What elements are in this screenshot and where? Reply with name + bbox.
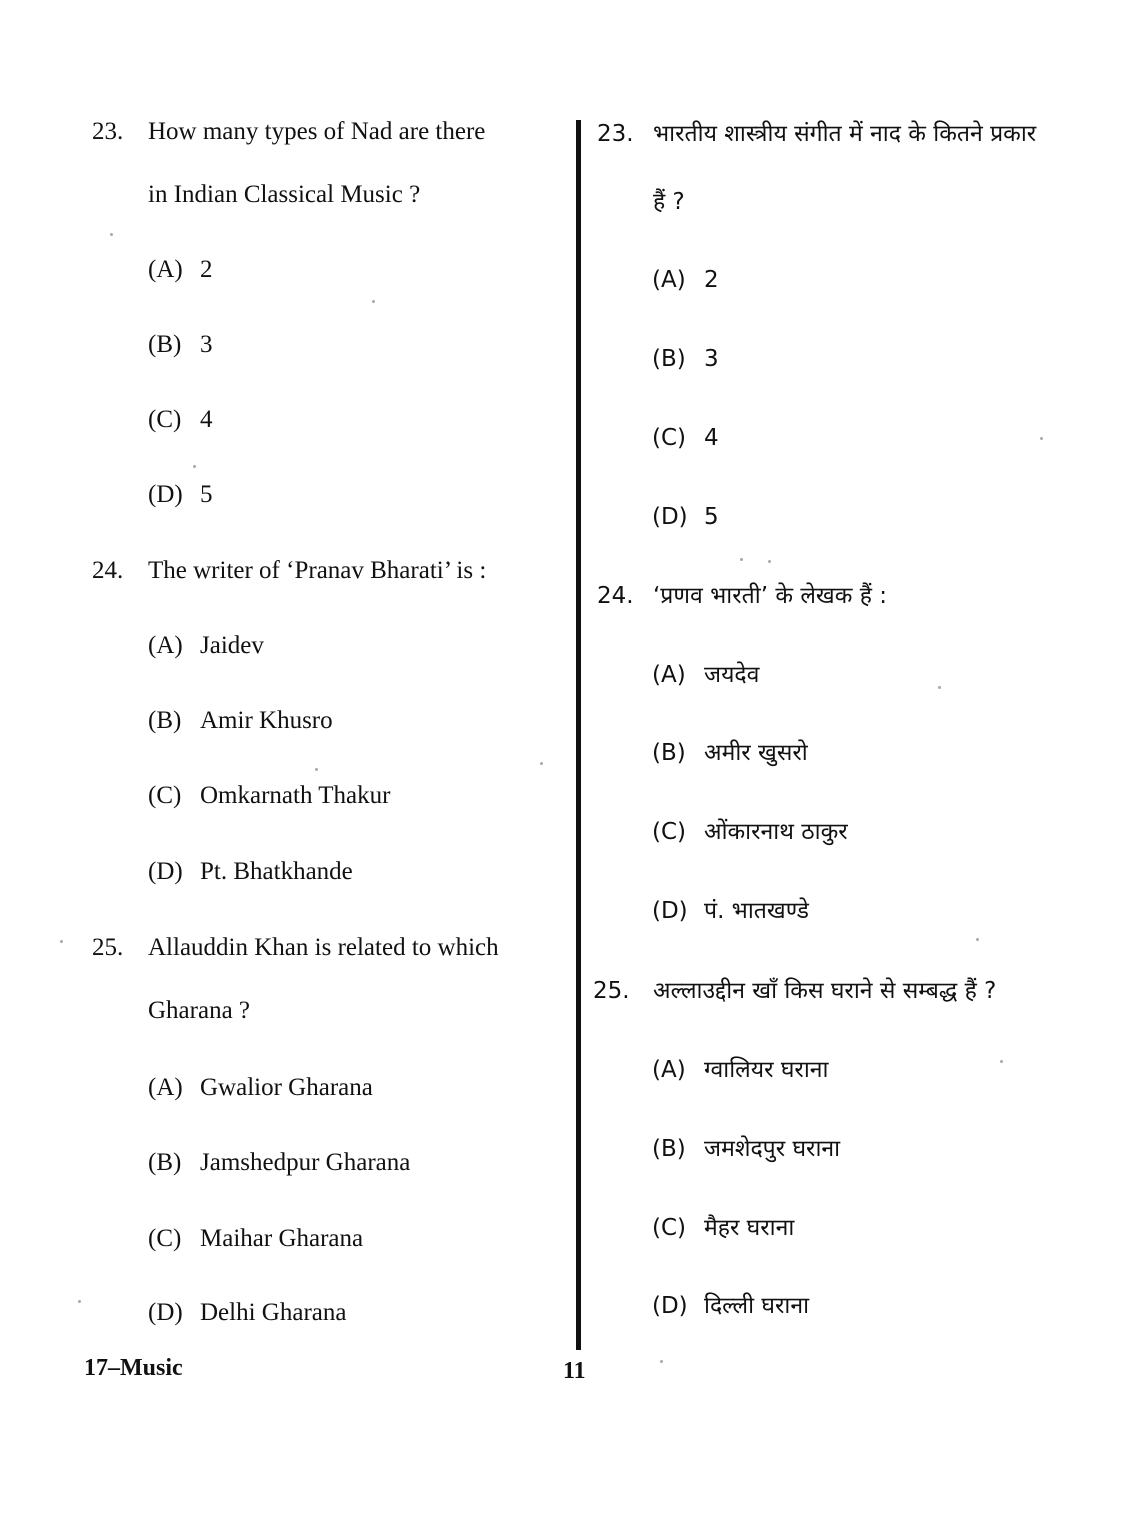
option-text: Amir Khusro bbox=[200, 707, 333, 734]
scan-speck bbox=[938, 686, 941, 689]
option-text: Pt. Bhatkhande bbox=[200, 858, 353, 885]
question-23-option-a bbox=[148, 255, 213, 285]
option-label: (C) bbox=[652, 1215, 687, 1241]
option-text: Gwalior Gharana bbox=[200, 1074, 373, 1101]
question-23-hindi-text-line2: हैं ? bbox=[653, 189, 685, 215]
option-text: 3 bbox=[200, 331, 213, 358]
option-label: (C) bbox=[148, 782, 182, 809]
option-label: (A) bbox=[652, 1057, 686, 1083]
question-23-option-d bbox=[148, 480, 213, 510]
scan-speck bbox=[1000, 1060, 1003, 1063]
option-label: (D) bbox=[652, 898, 688, 924]
question-25-hindi-option-b bbox=[652, 1134, 840, 1164]
option-text: 4 bbox=[704, 425, 719, 451]
question-25-option-b bbox=[148, 1148, 410, 1178]
option-label: (B) bbox=[148, 1149, 182, 1176]
question-24-option-d bbox=[148, 857, 353, 887]
question-24-option-c bbox=[148, 781, 390, 811]
option-text: 5 bbox=[200, 481, 213, 508]
question-25-option-d bbox=[148, 1298, 346, 1328]
scan-speck bbox=[110, 233, 113, 236]
option-text: मैहर घराना bbox=[704, 1215, 795, 1241]
option-text: जयदेव bbox=[704, 662, 760, 688]
footer-subject: 17–Music bbox=[84, 1355, 183, 1381]
option-text: Maihar Gharana bbox=[200, 1225, 364, 1252]
option-label: (B) bbox=[652, 1136, 686, 1162]
option-label: (A) bbox=[148, 632, 183, 659]
question-25-hindi-option-c bbox=[652, 1213, 794, 1243]
scan-speck bbox=[540, 762, 543, 765]
scan-speck bbox=[768, 560, 771, 563]
question-24-number: 24. bbox=[92, 557, 124, 584]
question-23-hindi-number: 23. bbox=[597, 121, 634, 147]
question-24-hindi-option-b bbox=[652, 738, 808, 768]
question-25-hindi-number: 25. bbox=[593, 978, 630, 1004]
option-text: Jamshedpur Gharana bbox=[200, 1149, 411, 1176]
question-23-number: 23. bbox=[92, 118, 124, 145]
scan-speck bbox=[193, 465, 196, 468]
option-text: 2 bbox=[200, 256, 213, 283]
question-23-text-line1: How many types of Nad are there bbox=[148, 118, 486, 145]
option-text: 5 bbox=[704, 504, 719, 530]
question-25-hindi-option-a bbox=[652, 1055, 829, 1085]
option-label: (A) bbox=[148, 1074, 183, 1101]
scan-speck bbox=[78, 1300, 81, 1303]
option-text: Jaidev bbox=[200, 632, 264, 659]
question-24-hindi-text-line1: ‘प्रणव भारती’ के लेखक हैं : bbox=[653, 583, 887, 609]
question-23-hindi-option-d bbox=[652, 502, 719, 532]
option-text: ग्वालियर घराना bbox=[704, 1057, 829, 1083]
question-24-hindi-option-d bbox=[652, 896, 809, 926]
question-24-hindi-option-c bbox=[652, 817, 848, 847]
question-23-hindi-option-b bbox=[652, 344, 719, 374]
option-text: 3 bbox=[704, 346, 719, 372]
option-label: (A) bbox=[652, 267, 686, 293]
question-23-option-c bbox=[148, 405, 213, 435]
question-25-option-c bbox=[148, 1224, 363, 1254]
option-label: (C) bbox=[652, 819, 687, 845]
option-text: 2 bbox=[704, 267, 719, 293]
option-label: (D) bbox=[148, 1299, 183, 1326]
scan-speck bbox=[372, 300, 375, 303]
option-text: दिल्ली घराना bbox=[704, 1293, 810, 1319]
question-24-hindi-option-a bbox=[652, 660, 759, 690]
question-24-option-b bbox=[148, 706, 333, 736]
option-label: (D) bbox=[652, 1293, 688, 1319]
option-text: Omkarnath Thakur bbox=[200, 782, 391, 809]
scan-speck bbox=[976, 938, 979, 941]
question-25-text-line1: Allauddin Khan is related to which bbox=[148, 934, 499, 961]
option-label: (A) bbox=[652, 662, 686, 688]
scan-speck bbox=[1040, 437, 1043, 440]
option-label: (D) bbox=[148, 858, 183, 885]
question-24-hindi-number: 24. bbox=[597, 583, 634, 609]
option-label: (A) bbox=[148, 256, 183, 283]
option-label: (C) bbox=[148, 1225, 182, 1252]
scan-speck bbox=[60, 940, 63, 943]
option-label: (D) bbox=[652, 504, 688, 530]
option-label: (D) bbox=[148, 481, 183, 508]
footer-page-number: 11 bbox=[563, 1358, 586, 1384]
question-25-hindi-text-line1: अल्लाउद्दीन खाँ किस घराने से सम्बद्ध हैं ? bbox=[653, 978, 997, 1004]
option-label: (B) bbox=[652, 346, 686, 372]
question-23-hindi-text-line1: भारतीय शास्त्रीय संगीत में नाद के कितने प्रकार bbox=[653, 121, 1037, 147]
scan-speck bbox=[660, 1360, 663, 1363]
question-23-hindi-option-a bbox=[652, 265, 719, 295]
question-23-option-b bbox=[148, 330, 213, 360]
option-text: अमीर खुसरो bbox=[704, 740, 808, 766]
question-25-option-a bbox=[148, 1073, 373, 1103]
option-text: ओंकारनाथ ठाकुर bbox=[704, 819, 848, 845]
option-label: (C) bbox=[652, 425, 687, 451]
question-24-text-line1: The writer of ‘Pranav Bharati’ is : bbox=[148, 557, 487, 584]
option-label: (B) bbox=[652, 740, 686, 766]
option-label: (B) bbox=[148, 707, 182, 734]
question-25-number: 25. bbox=[92, 934, 124, 961]
question-25-hindi-option-d bbox=[652, 1291, 809, 1321]
question-23-text-line2: in Indian Classical Music ? bbox=[148, 181, 421, 208]
option-label: (C) bbox=[148, 406, 182, 433]
question-23-hindi-option-c bbox=[652, 423, 719, 453]
option-text: Delhi Gharana bbox=[200, 1299, 347, 1326]
scan-speck bbox=[740, 558, 743, 561]
option-text: 4 bbox=[200, 406, 213, 433]
scan-speck bbox=[315, 768, 318, 771]
column-divider bbox=[576, 120, 581, 1350]
option-text: पं. भातखण्डे bbox=[704, 898, 809, 924]
question-25-text-line2: Gharana ? bbox=[148, 997, 251, 1024]
option-text: जमशेदपुर घराना bbox=[704, 1136, 841, 1162]
option-label: (B) bbox=[148, 331, 182, 358]
question-24-option-a bbox=[148, 631, 264, 661]
